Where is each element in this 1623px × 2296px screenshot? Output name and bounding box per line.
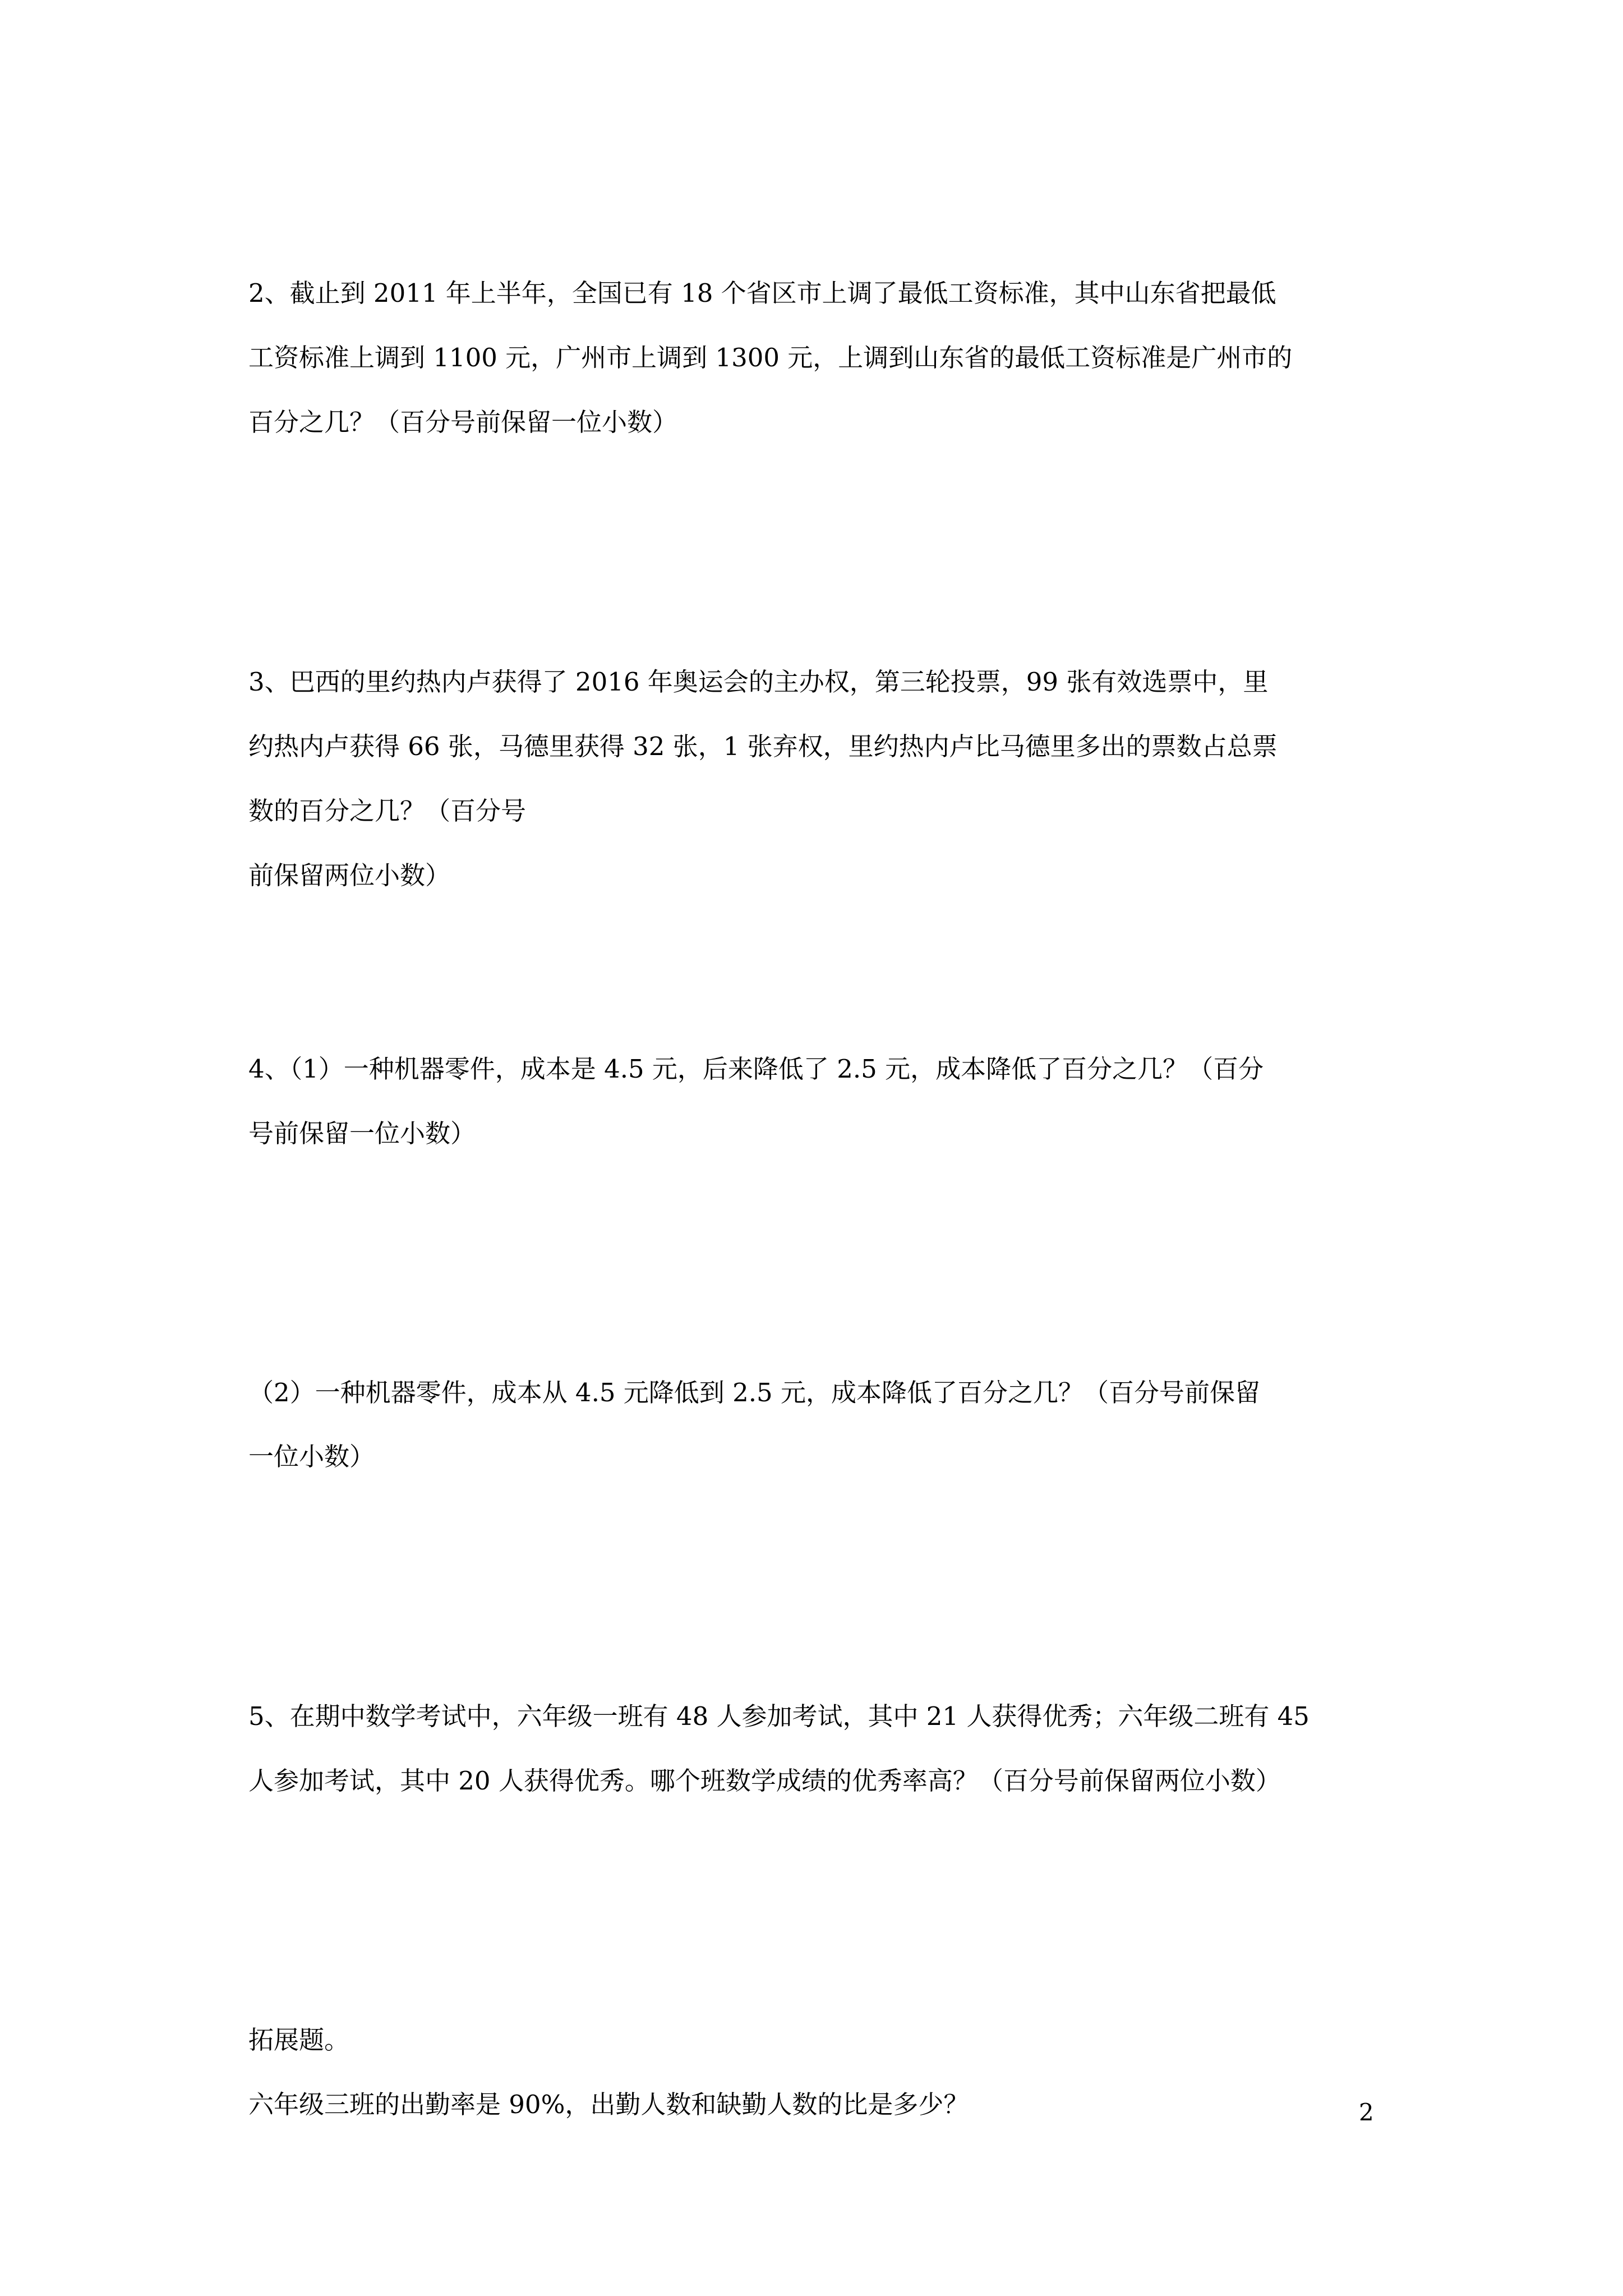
question-4-2-line-2: 一位小数）: [248, 1442, 375, 1471]
question-4-2-line-1: （2）一种机器零件，成本从 4.5 元降低到 2.5 元，成本降低了百分之几？（百分号前保留: [248, 1378, 1260, 1407]
question-4-1-line-2: 号前保留一位小数）: [248, 1119, 476, 1148]
question-4-1-line-1: 4、（1）一种机器零件，成本是 4.5 元，后来降低了 2.5 元，成本降低了百分之几？（百分: [248, 1054, 1264, 1084]
page-number: 2: [1359, 2099, 1374, 2126]
question-3-line-3: 数的百分之几？（百分号: [248, 796, 527, 826]
question-2-line-3: 百分之几？（百分号前保留一位小数）: [248, 407, 678, 437]
question-2-line-1: 2、截止到 2011 年上半年，全国已有 18 个省区市上调了最低工资标准，其中山东省把最低: [248, 278, 1276, 308]
question-3-line-2: 约热内卢获得 66 张，马德里获得 32 张，1 张弃权，里约热内卢比马德里多出的票数占总票: [248, 731, 1278, 761]
extension-heading: 拓展题。: [248, 2025, 350, 2055]
question-5-line-2: 人参加考试，其中 20 人获得优秀。哪个班数学成绩的优秀率高？（百分号前保留两位小数）: [248, 1766, 1281, 1796]
question-3-line-4: 前保留两位小数）: [248, 861, 451, 890]
extension-question: 六年级三班的出勤率是 90%，出勤人数和缺勤人数的比是多少？: [248, 2090, 969, 2119]
question-2-line-2: 工资标准上调到 1100 元，广州市上调到 1300 元，上调到山东省的最低工资标准是广州市的: [248, 343, 1293, 372]
question-3-line-1: 3、巴西的里约热内卢获得了 2016 年奥运会的主办权，第三轮投票，99 张有效选票中，里: [248, 667, 1269, 697]
question-5-line-1: 5、在期中数学考试中，六年级一班有 48 人参加考试，其中 21 人获得优秀；六年级二班有 45: [248, 1701, 1310, 1731]
